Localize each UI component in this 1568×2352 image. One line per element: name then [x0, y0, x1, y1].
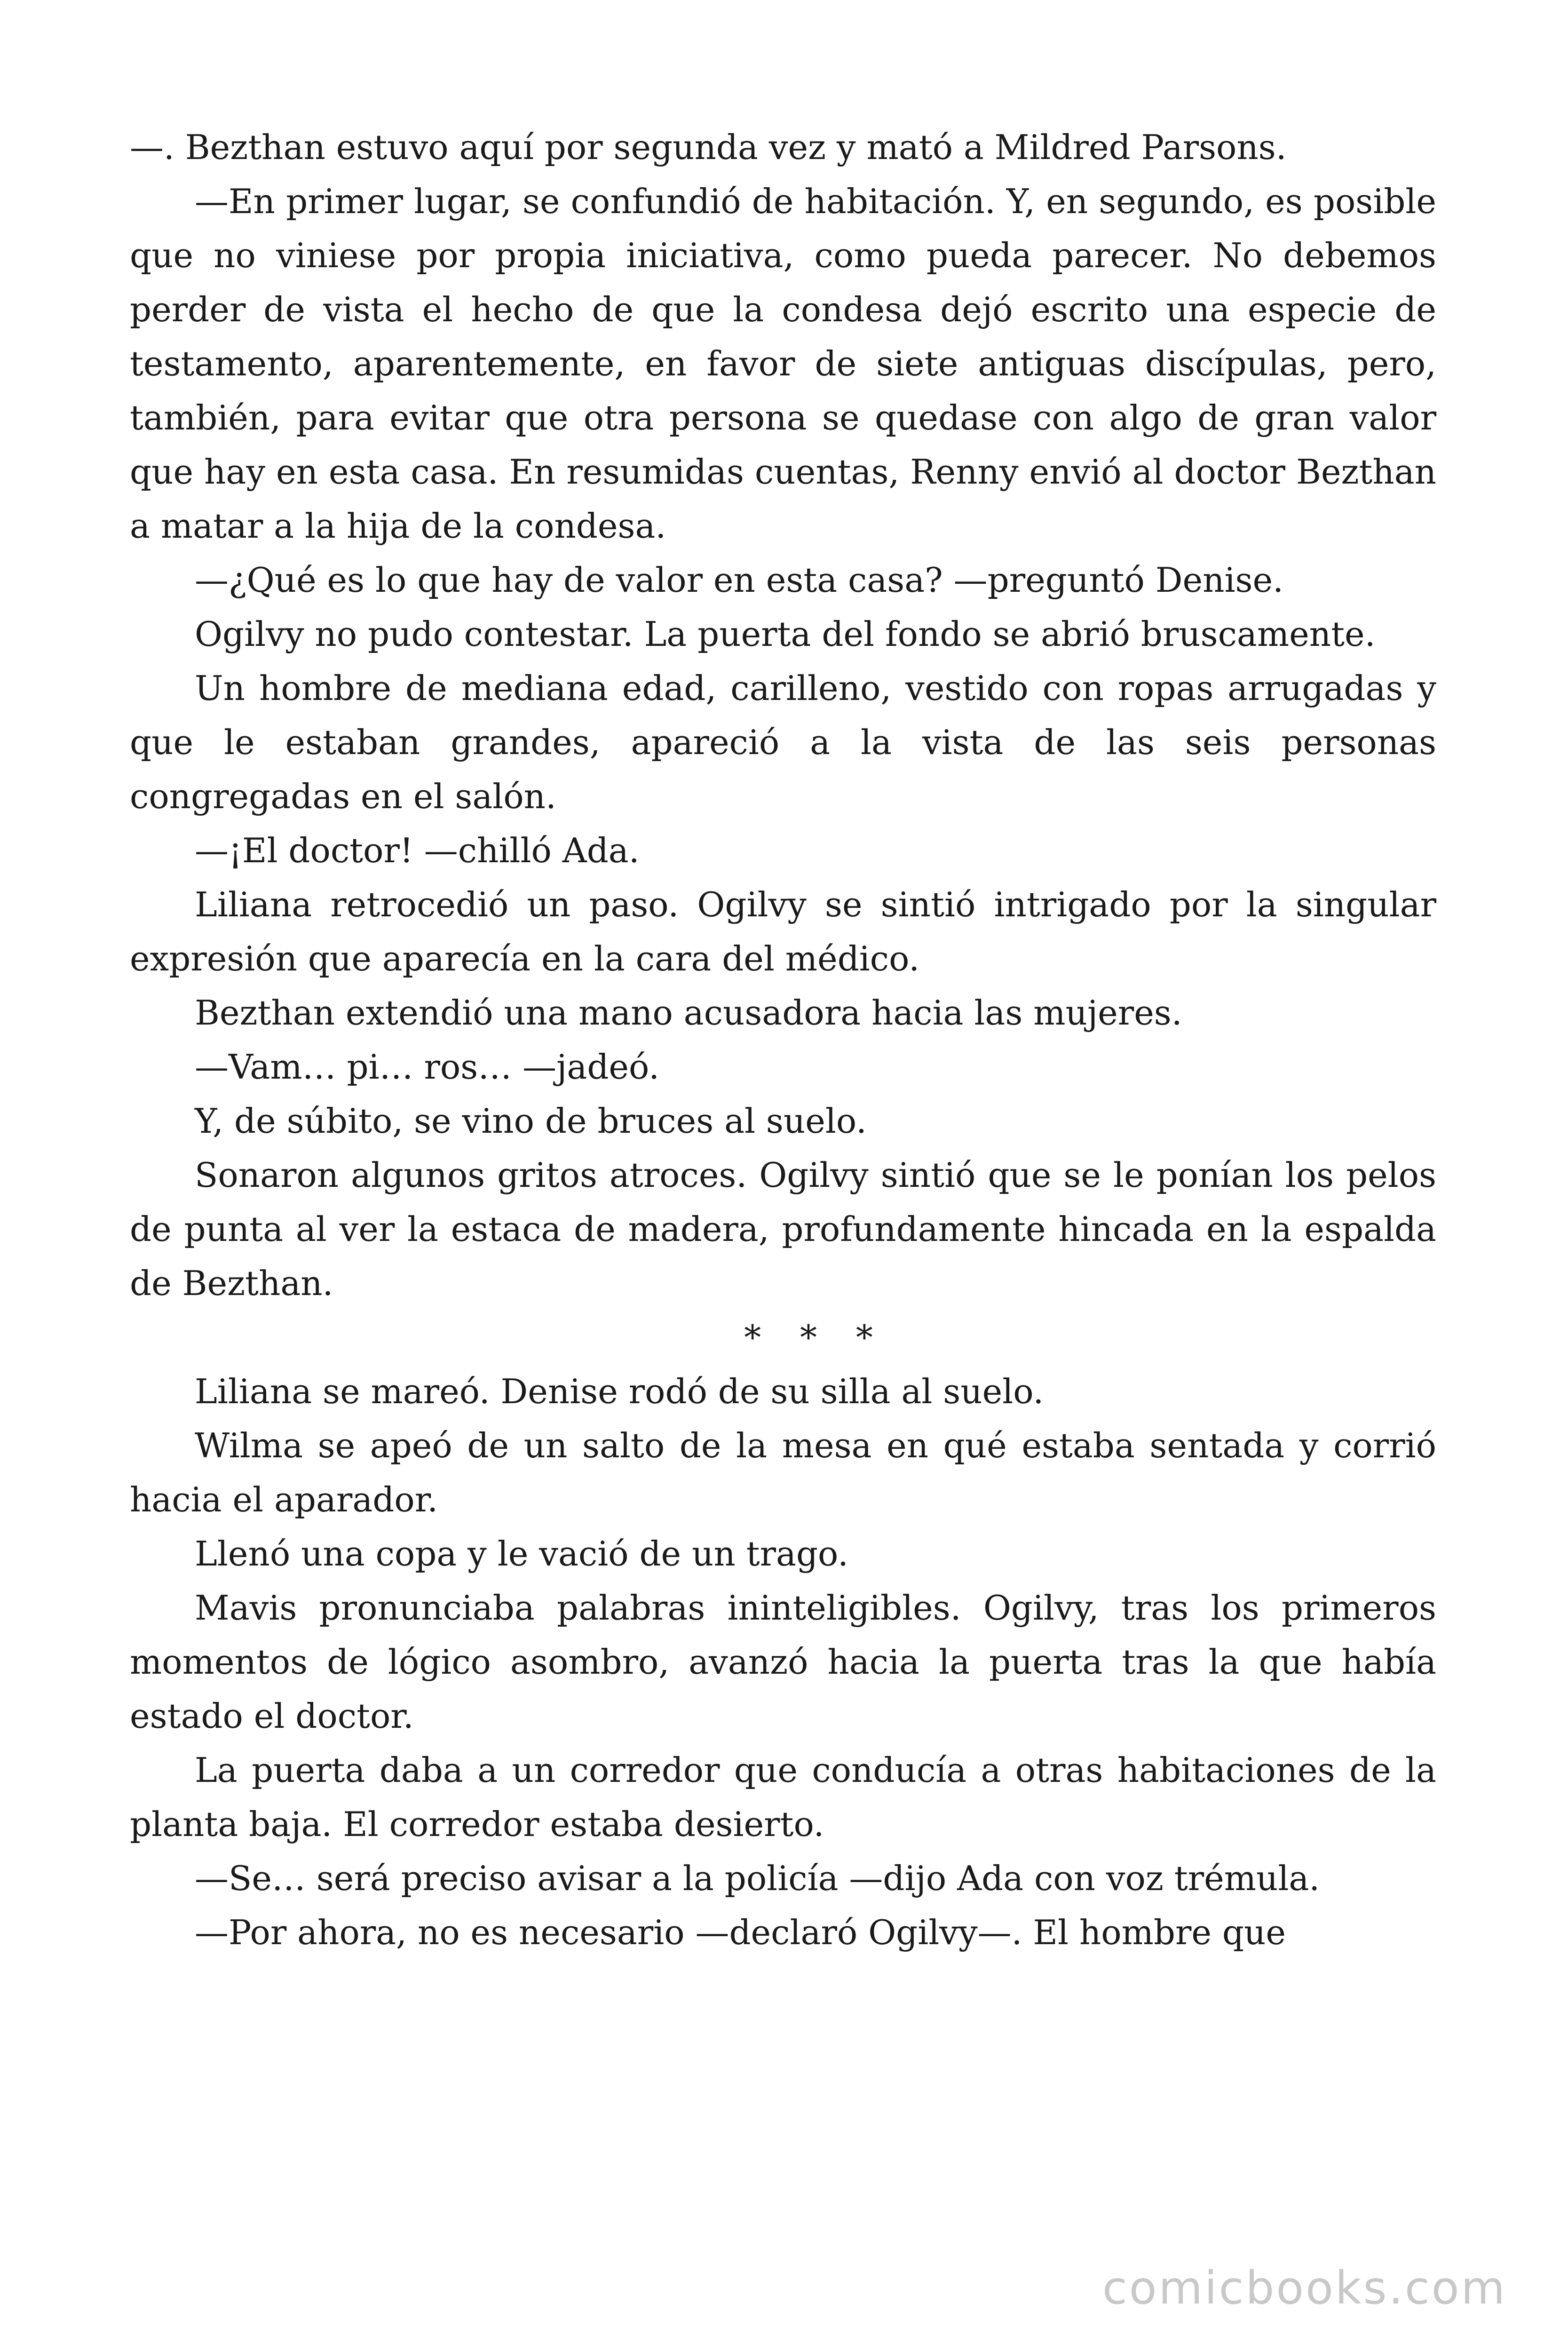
- text-block-after-separator: [130, 1365, 1436, 1960]
- paragraph: Liliana se mareó. Denise rodó de su silla al suelo.: [195, 1372, 1044, 1411]
- page-body: [130, 120, 1436, 1960]
- paragraph: Un hombre de mediana edad, carilleno, vestido con ropas arrugadas y que le estaban grandes, apareció a la vista de las seis personas congregadas en el salón.: [130, 668, 1436, 816]
- paragraph: —¿Qué es lo que hay de valor en esta casa? —preguntó Denise.: [195, 560, 1283, 600]
- paragraph: Wilma se apeó de un salto de la mesa en qué estaba sentada y corrió hacia el aparador.: [130, 1426, 1436, 1519]
- paragraph: —En primer lugar, se confundió de habitación. Y, en segundo, es posible que no viniese por propia iniciativa, como pueda parecer. No debemos perder de vista el hecho de que la condesa dejó escrito una especie de testamento, aparentemente, en favor de siete antiguas discípulas, pero, también, para evitar que otra persona se quedase con algo de gran valor que hay en esta casa. En resumidas cuentas, Renny envió al doctor Bezthan a matar a la hija de la condesa.: [130, 182, 1436, 546]
- text-block-before-separator: [130, 120, 1436, 1311]
- paragraph: Liliana retrocedió un paso. Ogilvy se sintió intrigado por la singular expresión que aparecía en la cara del médico.: [130, 885, 1436, 978]
- paragraph: —. Bezthan estuvo aquí por segunda vez y mató a Mildred Parsons.: [130, 127, 1287, 167]
- paragraph: Llenó una copa y le vació de un trago.: [195, 1534, 849, 1573]
- section-separator: * * *: [744, 1318, 887, 1357]
- paragraph: La puerta daba a un corredor que conducía a otras habitaciones de la planta baja. El corredor estaba desierto.: [130, 1750, 1436, 1844]
- paragraph: Y, de súbito, se vino de bruces al suelo.: [195, 1101, 867, 1141]
- paragraph: Sonaron algunos gritos atroces. Ogilvy sintió que se le ponían los pelos de punta al ver la estaca de madera, profundamente hincada en la espalda de Bezthan.: [130, 1155, 1436, 1303]
- paragraph: Mavis pronunciaba palabras ininteligibles. Ogilvy, tras los primeros momentos de lógico asombro, avanzó hacia la puerta tras la que había estado el doctor.: [130, 1588, 1436, 1736]
- paragraph: Ogilvy no pudo contestar. La puerta del fondo se abrió bruscamente.: [195, 614, 1376, 654]
- paragraph: Bezthan extendió una mano acusadora hacia las mujeres.: [195, 993, 1182, 1033]
- paragraph: —Se… será preciso avisar a la policía —dijo Ada con voz trémula.: [195, 1859, 1320, 1898]
- paragraph: —Vam… pi… ros… —jadeó.: [195, 1047, 659, 1087]
- paragraph: —Por ahora, no es necesario —declaró Ogilvy—. El hombre que: [195, 1913, 1286, 1952]
- watermark: comicbooks.com: [1102, 2262, 1507, 2314]
- paragraph: —¡El doctor! —chilló Ada.: [195, 831, 640, 870]
